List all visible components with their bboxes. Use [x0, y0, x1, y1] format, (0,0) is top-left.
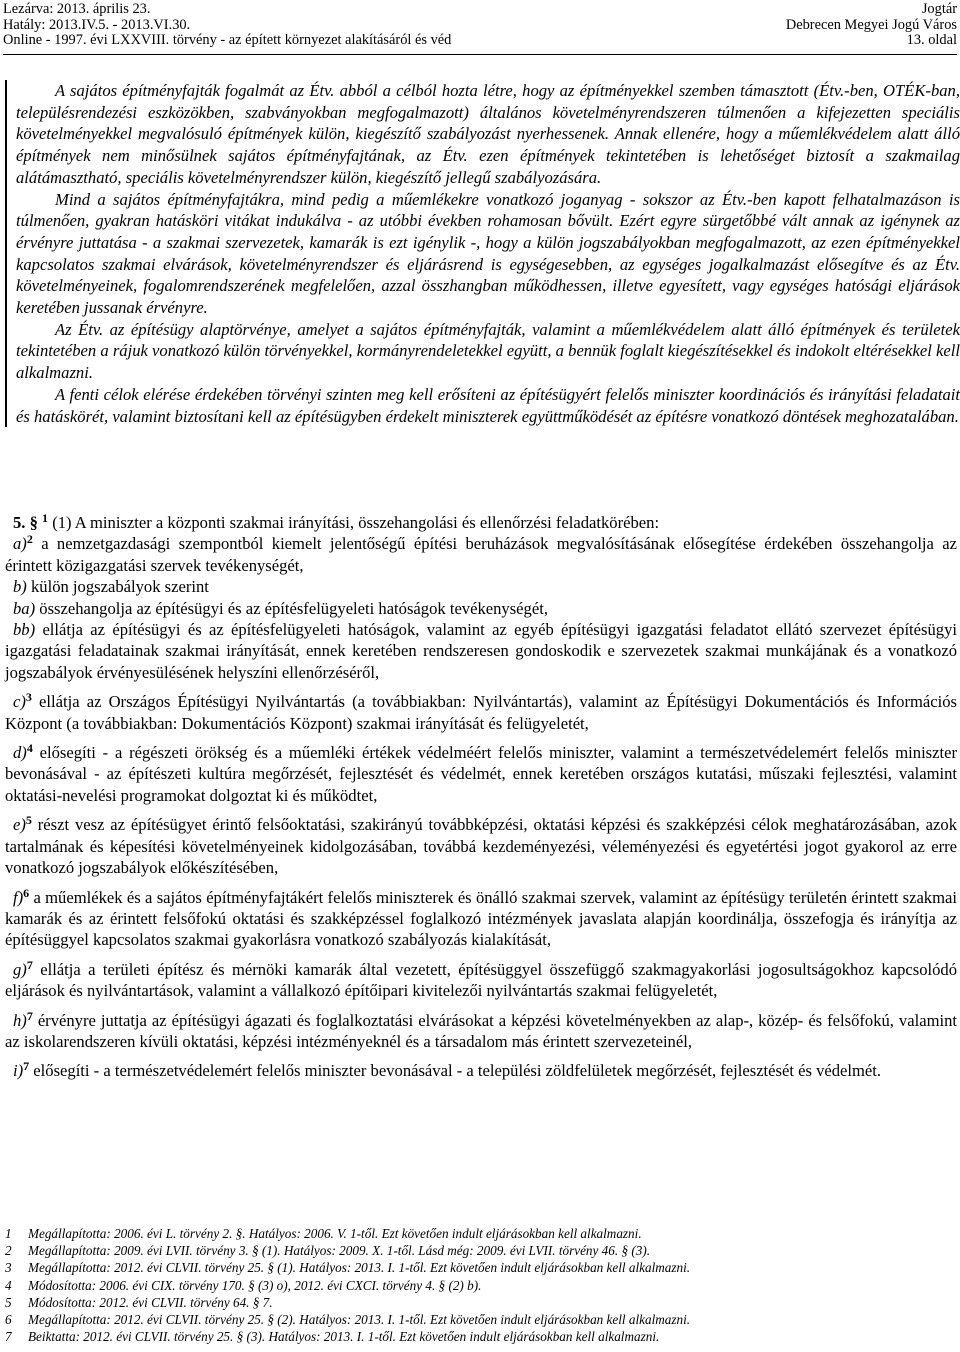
commentary-paragraph: A fenti célok elérése érdekében törvényi szinten meg kell erősíteni az építésügyért felelős miniszter koordinációs és irányítási feladatait és hatáskörét, valamint biztosítani kell az építésügyben érdekelt miniszterek együttműködését az építésre vonatkozó döntések meghozatalában.: [16, 384, 960, 426]
footnote-ref[interactable]: 2: [26, 532, 33, 547]
header-right: [786, 2, 957, 49]
item-label: b): [13, 577, 27, 597]
item-label: bb): [13, 620, 36, 640]
item-label: d): [13, 743, 27, 763]
list-item: [5, 887, 957, 951]
commentary-block: [5, 80, 960, 427]
item-text: a műemlékek és a sajátos építményfajtákért felelős miniszterek és önálló szakmai szervek, valamint az építésügy területén érintett szakmai kamarák és az érintett felsőfokú oktatási és szakképzéssel foglalkozó intézmények javaslata alapján koordinálja, összefogja és irányítja az építésüggyel kapcsolatos szakmai gyakorlásra vonatkozó szabályozás kialakítását,: [5, 887, 957, 950]
footnote-item: [5, 1277, 957, 1294]
footnote-number: 5: [5, 1294, 12, 1310]
page-number: 13. oldal: [906, 32, 957, 48]
item-text: elősegíti - a régészeti örökség és a műemléki értékek védelméért felelős miniszter, valamint a természetvédelemért felelős miniszter bevonásával - az építészeti kultúra megőrzését, fejlesztését és védelmét, ennek keretében országos kutatási, műszaki fejlesztési, valamint oktatási-nevelési programokat dolgoztat ki és működtet,: [5, 743, 958, 805]
section-text: (1) A miniszter a központi szakmai irányítási, összehangolási és ellenőrzési feladatkörében:: [52, 513, 660, 532]
footnote-ref[interactable]: 4: [26, 741, 33, 756]
item-label: g): [13, 959, 27, 979]
section-number: 5. §: [13, 513, 38, 532]
item-label: e): [13, 815, 26, 835]
publisher-name: Jogtár: [921, 1, 957, 17]
footnotes: [5, 1225, 957, 1345]
commentary-paragraph: Mind a sajátos építményfajtákra, mind pedig a műemlékekre vonatkozó joganyag - sokszor az Étv.-ben kapott felhatalmazáson is túlmenően, gyakran hatásköri vitákat indukálva - az utóbbi években rohamosan bővült. Ezért egyre sürgetőbbé vált annak az igénynek az érvényre juttatása - a szakmai szervezetek, kamarák is ezt igénylik -, hogy a külön jogszabályokban megfogalmazott, az ezen építményekkel kapcsolatos szakmai elvárások, követelményrendszer és eljárásrend is egységesebben, az egységes jogalkalmazást elősegítve és az Étv. követelményeinek, fogalomrendszerének megfelelően, azzal összhangban működhessen, illetve egyesített, vagy egységes hatósági eljárások keretében jussanak érvényre.: [16, 189, 960, 318]
footnote-item: [5, 1225, 957, 1242]
footnote-text: Megállapította: 2009. évi LVII. törvény 3. § (1). Hatályos: 2009. X. 1-től. Lásd még: 2009. évi LVII. törvény 46. § (3).: [28, 1243, 651, 1259]
footnote-number: 2: [5, 1243, 12, 1259]
item-label: i): [13, 1061, 24, 1081]
list-item: [5, 598, 957, 619]
closing-date: Lezárva: 2013. április 23.: [3, 1, 151, 17]
licensee-name: Debrecen Megyei Jogú Város: [785, 16, 957, 33]
footnote-number: 6: [5, 1312, 12, 1328]
list-item: [5, 742, 957, 806]
footnote-number: 7: [5, 1329, 12, 1345]
header-left: [3, 2, 451, 49]
document-title: Online - 1997. évi LXXVIII. törvény - az épített környezet alakításáról és véd: [3, 32, 452, 48]
item-text: összehangolja az építésügyi és az építésfelügyeleti hatóságok tevékenységét,: [39, 598, 548, 618]
item-text: érvényre juttatja az építésügyi ágazati és foglalkoztatási elvárásokat a képzési követelményekben az alap-, közép- és felsőfokú, valamint az iskolarendszeren kívüli oktatási, képzési intézményeknél és a társadalom más érintett szervezeteinél,: [5, 1010, 957, 1051]
statute-body: [5, 512, 957, 1082]
item-label: c): [13, 692, 26, 712]
footnote-number: 1: [5, 1226, 12, 1241]
item-text: ellátja az építésügyi és az építésfelügyeleti hatóságok, valamint az egyéb építésügyi igazgatási feladatot ellátó szervezet építésügyi igazgatási feladatainak szakmai irányítását, ennek keretében rendszeresen gondoskodik e szervezetek szakmai munkájának és a vonatkozó jogszabályok érvényesülésének helyszíni ellenőrzéséről,: [5, 620, 957, 682]
item-text: a nemzetgazdasági szempontból kiemelt jelentőségű építési beruházások megvalósításának elősegítése érdekében összehangolja az érintett közigazgatási szervek tevékenységét,: [5, 534, 957, 575]
footnote-ref[interactable]: 5: [25, 813, 32, 828]
footnote-text: Módosította: 2012. évi CLVII. törvény 64. § 7.: [28, 1294, 273, 1310]
item-label: h): [13, 1010, 27, 1030]
list-item: [5, 1060, 957, 1081]
item-label: a): [13, 534, 27, 554]
footnote-ref[interactable]: 1: [42, 511, 49, 525]
list-item: [5, 576, 957, 597]
item-text: ellátja a területi építész és mérnöki kamarák által vezetett, építésüggyel összefüggő szakmagyakorlási jogosultságokhoz kapcsolódó eljárások és nyilvántartások, valamint a vállalkozó építőipari kivitelezői nyilvántartás szakmai felügyeletét,: [5, 959, 957, 1001]
footnote-ref[interactable]: 3: [25, 690, 32, 705]
footnote-text: Megállapította: 2012. évi CLVII. törvény 25. § (1). Hatályos: 2013. I. 1-től. Ezt követően indult eljárásokban kell alkalmazni.: [28, 1260, 691, 1276]
item-list: [5, 533, 957, 1081]
item-text: külön jogszabályok szerint: [30, 577, 209, 597]
list-item: [5, 959, 957, 1002]
commentary-paragraph: Az Étv. az építésügy alaptörvénye, amelyet a sajátos építményfajták, valamint a műemlékvédelem alatt álló építmények és területek tekintetében a rájuk vonatkozó külön törvényekkel, kormányrendeletekkel együtt, a bennük foglalt kiegészítésekkel és indokolt eltérésekkel kell alkalmazni.: [16, 319, 960, 383]
footnote-text: Módosította: 2006. évi CIX. törvény 170. § (3) o), 2012. évi CXCI. törvény 4. § (2) b).: [28, 1277, 482, 1293]
item-text: ellátja az Országos Építésügyi Nyilvántartás (a továbbiakban: Nyilvántartás), valamint az Építésügyi Dokumentációs és Információs Központ (a továbbiakban: Dokumentációs Központ) szakmai irányítását és felügyeletét,: [5, 692, 957, 733]
effective-period: Hatály: 2013.IV.5. - 2013.VI.30.: [3, 16, 191, 33]
footnote-item: [5, 1328, 957, 1345]
footnote-ref[interactable]: 6: [23, 885, 30, 900]
footnote-ref[interactable]: 7: [23, 1059, 30, 1074]
footnote-item: [5, 1311, 957, 1328]
footnote-ref[interactable]: 7: [26, 1008, 33, 1023]
list-item: [5, 1010, 957, 1053]
page-header: [3, 2, 957, 56]
footnote-ref[interactable]: 7: [26, 957, 33, 972]
footnote-text: Megállapította: 2006. évi L. törvény 2. §. Hatályos: 2006. V. 1-től. Ezt követően indult eljárásokban kell alkalmazni.: [28, 1226, 642, 1241]
footnote-item: [5, 1259, 957, 1276]
item-label: ba): [13, 598, 36, 618]
footnote-item: [5, 1242, 957, 1259]
list-item: [5, 814, 957, 878]
header-divider: [3, 54, 957, 55]
footnote-number: 3: [5, 1260, 12, 1276]
footnote-number: 4: [5, 1277, 12, 1293]
list-item: [5, 619, 957, 683]
item-text: elősegíti - a természetvédelemért felelős miniszter bevonásával - a települési zöldfelületek megőrzését, fejlesztését és védelmét.: [33, 1061, 882, 1081]
item-label: f): [13, 887, 24, 907]
footnote-item: [5, 1294, 957, 1311]
item-text: részt vesz az építésügyet érintő felsőoktatási, szakirányú továbbképzési, oktatási képzési és szakképzési célok meghatározásában, azok tartalmának és képesítési követelményeinek kidolgozásában, továbbá kezdeményezési, véleményezési és egyetértési jogot gyakorol az erre vonatkozó jogszabályok előkészítésében,: [5, 815, 957, 878]
footnote-text: Megállapította: 2012. évi CLVII. törvény 25. § (2). Hatályos: 2013. I. 1-től. Ezt követően indult eljárásokban kell alkalmazni.: [28, 1312, 691, 1328]
section-heading: [5, 512, 957, 533]
footnote-text: Beiktatta: 2012. évi CLVII. törvény 25. § (3). Hatályos: 2013. I. 1-től. Ezt követően indult eljárásokban kell alkalmazni.: [28, 1329, 660, 1345]
list-item: [5, 533, 957, 576]
list-item: [5, 691, 957, 734]
commentary-paragraph: A sajátos építményfajták fogalmát az Étv. abból a célból hozta létre, hogy az építményekkel szemben támasztott (Étv.-ben, OTÉK-ban, településrendezési eszközökben, szabványokban megfogalmazott) általános követelményrendszeren túlmenően a kifejezetten speciális követelményekkel megvalósuló építmények külön, kiegészítő szabályozást nyerhessenek. Annak ellenére, hogy a műemlékvédelem alatt álló építmények nem minősülnek sajátos építményfajtának, az Étv. ezen építmények tekintetében is lehetőséget biztosít a szakmailag alátámasztható, speciális követelményrendszer külön, kiegészítő jellegű szabályozására.: [16, 81, 960, 187]
